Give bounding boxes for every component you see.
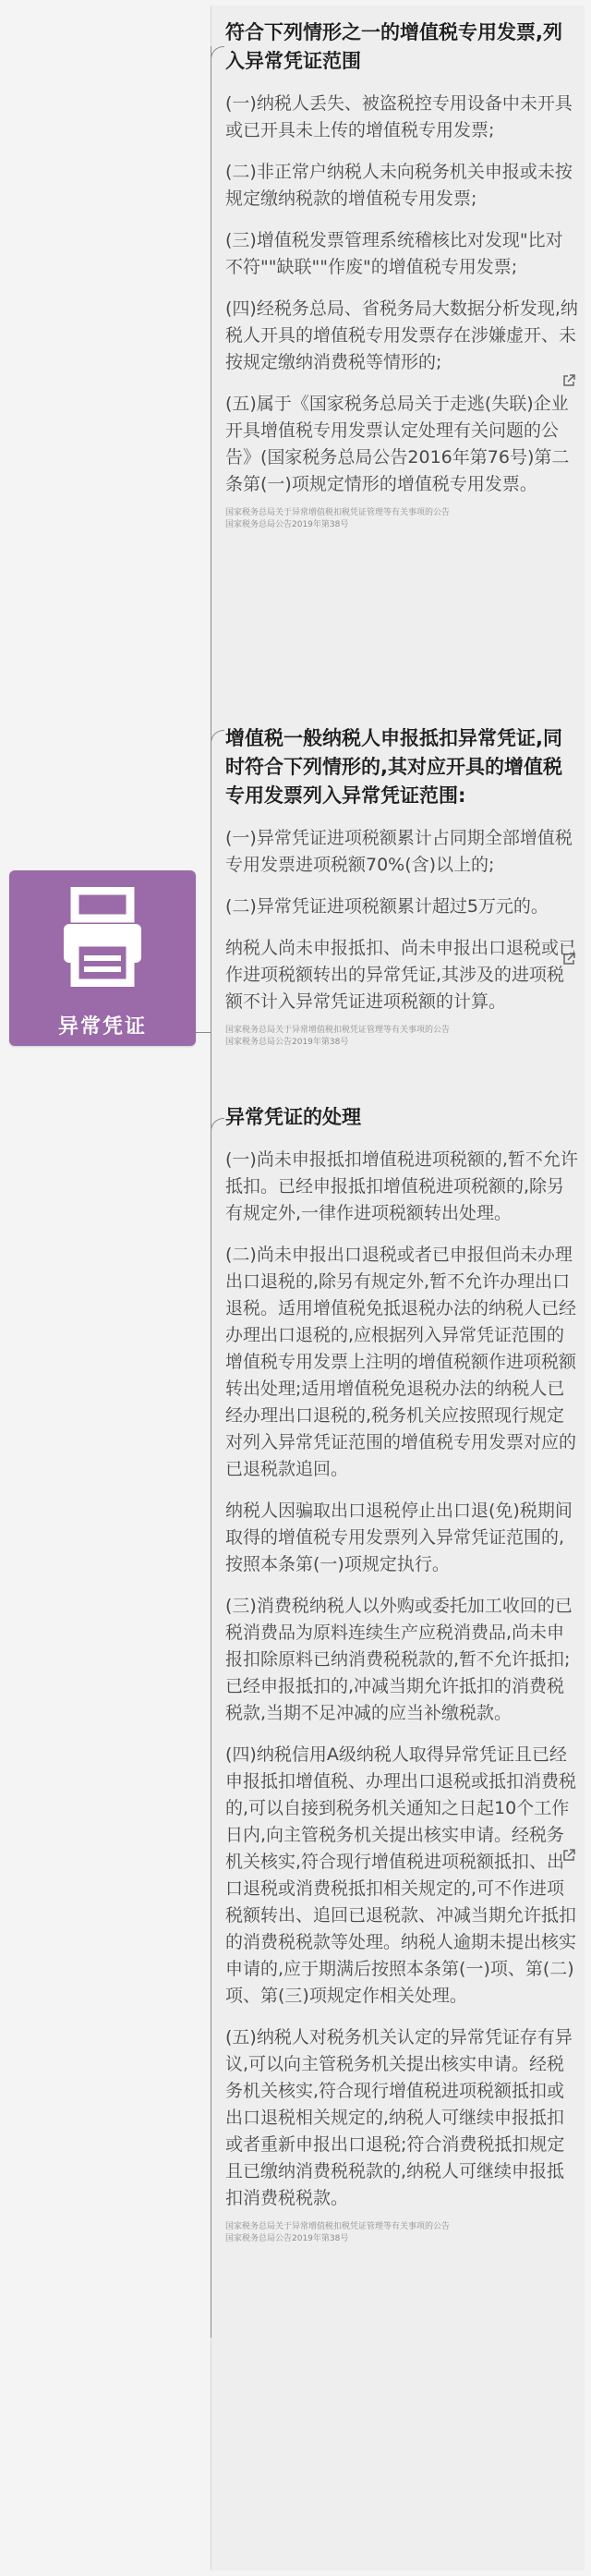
paragraph: (四)经税务总局、省税务局大数据分析发现,纳税人开具的增值税专用发票存在涉嫌虚开、未按规定缴纳消费税等情形的;: [225, 298, 578, 372]
paragraph: (三)消费税纳税人以外购或委托加工收回的已税消费品为原料连续生产应税消费品,尚未申报扣除原料已纳消费税税款的,暂不允许抵扣;已经申报抵扣的,冲减当期允许抵扣的消费税税款,当期不足冲减的应当补缴税款。: [225, 1596, 573, 1723]
paragraph: (二)异常凭证进项税额累计超过5万元的。: [225, 896, 549, 917]
main-topic-title: 异常凭证: [57, 1015, 147, 1039]
external-link-icon[interactable]: [561, 373, 576, 388]
paragraph: (五)属于《国家税务总局关于走逃(失联)企业开具增值税专用发票认定处理有关问题的公告》(国家税务总局公告2016年第76号)第二条第(一)项规定情形的增值税专用发票。: [225, 394, 570, 494]
paragraph: (一)纳税人丢失、被盗税控专用设备中未开具或已开具未上传的增值税专用发票;: [225, 93, 573, 140]
main-topic-node[interactable]: [9, 870, 196, 1046]
section-handling: [225, 1103, 580, 2245]
source-note: 国家税务总局关于异常增值税扣税凭证管理等有关事项的公告: [225, 2222, 451, 2231]
paragraph: 纳税人尚未申报抵扣、尚未申报出口退税或已作进项税额转出的异常凭证,其涉及的进项税额不计入异常凭证进项税额的计算。: [225, 938, 577, 1012]
paragraph: (二)尚未申报出口退税或者已申报但尚未办理出口退税的,除另有规定外,暂不允许办理出口退税。适用增值税免抵退税办法的纳税人已经办理出口退税的,应根据列入异常凭证范围的增值税专用发票上注明的增值税额作进项税额转出处理;适用增值税免退税办法的纳税人已经办理出口退税的,税务机关应按照现行规定对列入异常凭证范围的增值税专用发票对应的已退税款追回。: [225, 1245, 577, 1479]
source-note: 国家税务总局关于异常增值税扣税凭证管理等有关事项的公告: [225, 508, 451, 517]
section-deduction-conditions: [225, 724, 580, 1049]
external-link-icon[interactable]: [561, 1848, 576, 1863]
printer-icon: [60, 887, 145, 987]
section-heading: 异常凭证的处理: [225, 1106, 361, 1128]
paragraph: (四)纳税信用A级纳税人取得异常凭证且已经申报抵扣增值税、办理出口退税或抵扣消费税的,可以自接到税务机关通知之日起10个工作日内,向主管税务机关提出核实申请。经税务机关核实,符合现行增值税进项税额抵扣、出口退税或消费税抵扣相关规定的,可不作进项税额转出、追回已退税款、冲减当期允许抵扣的消费税税款等处理。纳税人逾期未提出核实申请的,应于期满后按照本条第(一)项、第(二)项、第(三)项规定作相关处理。: [225, 1744, 577, 2006]
source-note: 国家税务总局公告2019年第38号: [225, 520, 349, 529]
external-link-icon[interactable]: [561, 952, 576, 966]
paragraph: 纳税人因骗取出口退税停止出口退(免)税期间取得的增值税专用发票列入异常凭证范围的,按照本条第(一)项规定执行。: [225, 1501, 573, 1574]
tree-connector-stem: [196, 1032, 211, 1033]
source-note: 国家税务总局公告2019年第38号: [225, 2234, 349, 2243]
paragraph: (一)尚未申报抵扣增值税进项税额的,暂不允许抵扣。已经申报抵扣增值税进项税额的,除另有规定外,一律作进项税额转出处理。: [225, 1149, 578, 1223]
paragraph: (三)增值税发票管理系统稽核比对发现"比对不符""缺联""作废"的增值税专用发票;: [225, 230, 563, 277]
paragraph: (五)纳税人对税务机关认定的异常凭证存有异议,可以向主管税务机关提出核实申请。经税务机关核实,符合现行增值税进项税额抵扣或出口退税相关规定的,纳税人可继续申报抵扣或者重新申报出口退税;符合消费税抵扣规定且已缴纳消费税税款的,纳税人可继续申报抵扣消费税税款。: [225, 2027, 573, 2208]
paragraph: (一)异常凭证进项税额累计占同期全部增值税专用发票进项税额70%(含)以上的;: [225, 828, 573, 875]
section-heading: 增值税一般纳税人申报抵扣异常凭证,同时符合下列情形的,其对应开具的增值税专用发票列入异常凭证范围:: [225, 727, 562, 807]
section-abnormal-scope: [225, 18, 580, 531]
paragraph: (二)非正常户纳税人未向税务机关申报或未按规定缴纳税款的增值税专用发票;: [225, 162, 573, 209]
source-note: 国家税务总局关于异常增值税扣税凭证管理等有关事项的公告: [225, 1026, 451, 1035]
section-heading: 符合下列情形之一的增值税专用发票,列入异常凭证范围: [225, 21, 562, 72]
source-note: 国家税务总局公告2019年第38号: [225, 1038, 349, 1047]
